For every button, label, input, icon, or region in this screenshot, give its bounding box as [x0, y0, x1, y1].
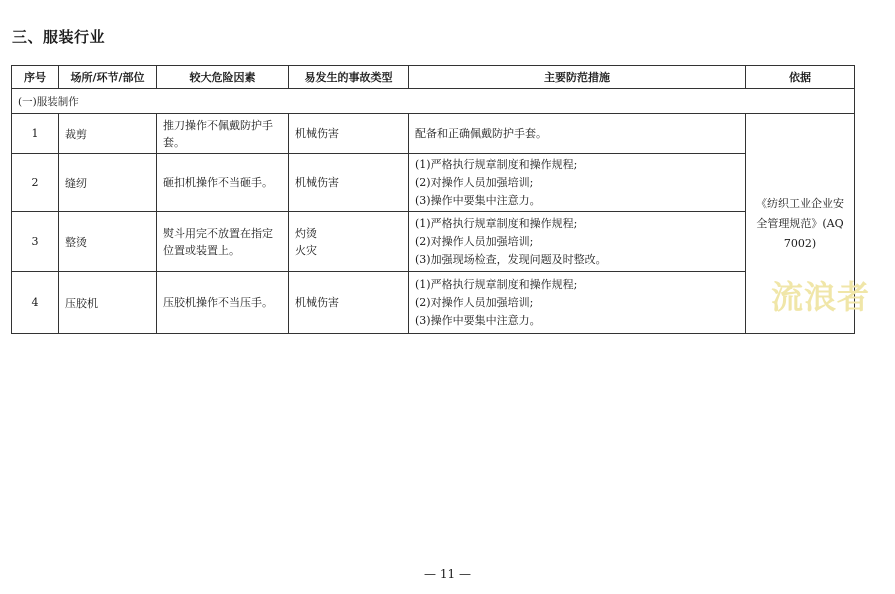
- accident-line: 机械伤害: [295, 296, 339, 309]
- row-hazard: 砸扣机操作不当砸手。: [157, 154, 289, 212]
- measure-line: (2)对操作人员加强培训;: [415, 234, 534, 248]
- header-place: 场所/环节/部位: [59, 66, 157, 89]
- measure-line: (3)加强现场检查，发现问题及时整改。: [415, 252, 607, 266]
- row-place: 压胶机: [59, 272, 157, 334]
- section-heading: 三、服装行业: [12, 28, 106, 46]
- measure-line: 配备和正确佩戴防护手套。: [415, 126, 547, 140]
- table-row: [12, 212, 855, 272]
- row-accident: [289, 154, 409, 212]
- row-hazard: 熨斗用完不放置在指定位置或装置上。: [157, 212, 289, 272]
- table-header-row: [12, 66, 855, 89]
- header-accident-type: 易发生的事故类型: [289, 66, 409, 89]
- basis-cell: 《纺织工业企业安全管理规范》(AQ 7002): [746, 114, 855, 334]
- row-accident: [289, 272, 409, 334]
- row-measures: [409, 114, 746, 154]
- row-number: 4: [12, 272, 59, 334]
- section-label: (一)服装制作: [12, 89, 855, 114]
- watermark: 流浪者: [771, 278, 871, 316]
- row-hazard: 推刀操作不佩戴防护手套。: [157, 114, 289, 154]
- hazard-table: [11, 65, 855, 334]
- row-accident: [289, 212, 409, 272]
- row-place: 缝纫: [59, 154, 157, 212]
- header-measures: 主要防范措施: [409, 66, 746, 89]
- measure-line: (2)对操作人员加强培训;: [415, 295, 534, 309]
- table-row: [12, 114, 855, 154]
- header-seq: 序号: [12, 66, 59, 89]
- table-row: [12, 272, 855, 334]
- measure-line: (1)严格执行规章制度和操作规程;: [415, 157, 578, 171]
- measure-line: (1)严格执行规章制度和操作规程;: [415, 277, 578, 291]
- row-measures: [409, 272, 746, 334]
- measure-line: (3)操作中要集中注意力。: [415, 193, 541, 207]
- row-hazard: 压胶机操作不当压手。: [157, 272, 289, 334]
- accident-line: 火灾: [295, 243, 317, 257]
- row-accident: [289, 114, 409, 154]
- row-measures: [409, 212, 746, 272]
- row-number: 2: [12, 154, 59, 212]
- measure-line: (3)操作中要集中注意力。: [415, 313, 541, 327]
- accident-line: 灼烫: [295, 226, 317, 240]
- page-number: — 11 —: [424, 567, 471, 581]
- accident-line: 机械伤害: [295, 127, 339, 140]
- table-row: [12, 154, 855, 212]
- row-number: 3: [12, 212, 59, 272]
- row-place: 整烫: [59, 212, 157, 272]
- row-number: 1: [12, 114, 59, 154]
- row-measures: [409, 154, 746, 212]
- measure-line: (1)严格执行规章制度和操作规程;: [415, 216, 578, 230]
- accident-line: 机械伤害: [295, 176, 339, 189]
- header-hazard: 较大危险因素: [157, 66, 289, 89]
- row-place: 裁剪: [59, 114, 157, 154]
- measure-line: (2)对操作人员加强培训;: [415, 175, 534, 189]
- section-row: [12, 89, 855, 114]
- header-basis: 依据: [746, 66, 855, 89]
